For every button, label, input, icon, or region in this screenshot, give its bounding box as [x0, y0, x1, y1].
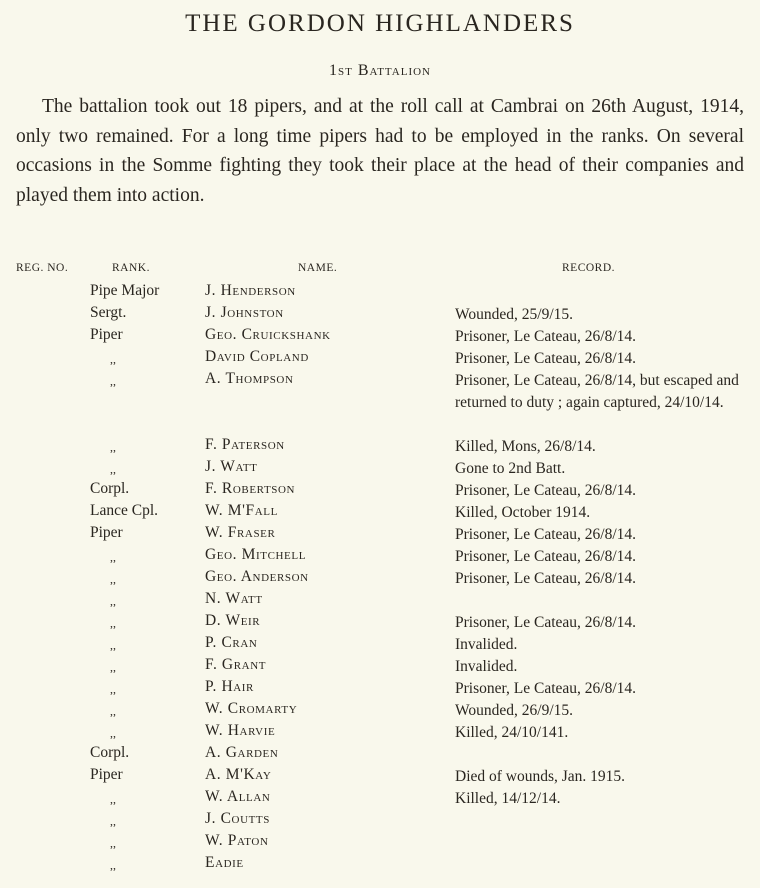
rank-cell: ,,	[110, 594, 116, 608]
rank-cell: ,,	[110, 682, 116, 696]
name-cell: J. Watt	[205, 458, 258, 475]
roster-row	[0, 744, 760, 766]
rank-cell: Piper	[90, 326, 123, 343]
name-cell: W. Fraser	[205, 524, 276, 541]
rank-cell: ,,	[110, 858, 116, 872]
record-cell: Wounded, 25/9/15.	[455, 306, 574, 323]
record-cell: Invalided.	[455, 636, 518, 653]
rank-cell: ,,	[110, 660, 116, 674]
name-cell: Geo. Cruickshank	[205, 326, 331, 343]
roster-row	[0, 282, 760, 304]
roster-row	[0, 832, 760, 854]
rank-cell: ,,	[110, 440, 116, 454]
rank-cell: ,,	[110, 726, 116, 740]
rank-cell: ,,	[110, 374, 116, 388]
record-cell: Killed, 14/12/14.	[455, 790, 561, 807]
name-cell: F. Robertson	[205, 480, 296, 497]
roster-row	[0, 810, 760, 832]
name-cell: A. Garden	[205, 744, 279, 761]
record-cell: Died of wounds, Jan. 1915.	[455, 768, 626, 785]
roster-row	[0, 480, 760, 502]
name-cell: J. Johnston	[205, 304, 284, 321]
column-header-record: RECORD.	[562, 262, 616, 274]
name-cell: Geo. Mitchell	[205, 546, 307, 563]
record-cell: Killed, October 1914.	[455, 504, 591, 521]
name-cell: W. M'Fall	[205, 502, 278, 519]
record-cell: Prisoner, Le Cateau, 26/8/14.	[455, 614, 637, 631]
record-cell: Prisoner, Le Cateau, 26/8/14.	[455, 570, 637, 587]
roster-row	[0, 326, 760, 348]
name-cell: David Copland	[205, 348, 309, 365]
rank-cell: ,,	[110, 704, 116, 718]
roster-row	[0, 788, 760, 810]
roster-table	[0, 282, 760, 876]
roster-row	[0, 524, 760, 546]
page-title: THE GORDON HIGHLANDERS	[185, 10, 575, 37]
roster-row	[0, 436, 760, 458]
record-cell: Prisoner, Le Cateau, 26/8/14.	[455, 680, 637, 697]
record-cell: Invalided.	[455, 658, 518, 675]
name-cell: P. Hair	[205, 678, 254, 695]
roster-row	[0, 678, 760, 700]
rank-cell: Lance Cpl.	[90, 502, 159, 519]
name-cell: F. Paterson	[205, 436, 285, 453]
rank-cell: ,,	[110, 792, 116, 806]
roster-row	[0, 722, 760, 744]
name-cell: N. Watt	[205, 590, 263, 607]
roster-row	[0, 656, 760, 678]
rank-cell: ,,	[110, 572, 116, 586]
name-cell: A. M'Kay	[205, 766, 272, 783]
intro-paragraph: The battalion took out 18 pipers, and at the roll call at Cambrai on 26th August, 1914, only two remained. For a long time pipers had to be employed in the ranks. On several occasions in the Somme fighting they took their place at the head of their companies and played them into action.	[16, 96, 744, 206]
name-cell: W. Cromarty	[205, 700, 298, 717]
roster-row	[0, 568, 760, 590]
roster-row	[0, 348, 760, 370]
name-cell: W. Paton	[205, 832, 269, 849]
rank-cell: ,,	[110, 814, 116, 828]
name-cell: P. Cran	[205, 634, 258, 651]
roster-row	[0, 590, 760, 612]
name-cell: W. Harvie	[205, 722, 276, 739]
record-cell: Prisoner, Le Cateau, 26/8/14, but escaped and returned to duty ; again captured, 24/10/14.	[455, 372, 739, 411]
name-cell: J. Coutts	[205, 810, 270, 827]
roster-row	[0, 370, 760, 436]
rank-cell: ,,	[110, 836, 116, 850]
rank-cell: Piper	[90, 766, 123, 783]
roster-row	[0, 304, 760, 326]
rank-cell: ,,	[110, 352, 116, 366]
rank-cell: ,,	[110, 462, 116, 476]
rank-cell: ,,	[110, 616, 116, 630]
record-cell: Prisoner, Le Cateau, 26/8/14.	[455, 526, 637, 543]
record-cell: Prisoner, Le Cateau, 26/8/14.	[455, 328, 637, 345]
roster-row	[0, 458, 760, 480]
record-cell: Wounded, 26/9/15.	[455, 702, 574, 719]
rank-cell: Piper	[90, 524, 123, 541]
rank-cell: Corpl.	[90, 744, 130, 761]
record-cell: Killed, Mons, 26/8/14.	[455, 438, 596, 455]
rank-cell: Sergt.	[90, 304, 127, 321]
record-cell: Gone to 2nd Batt.	[455, 460, 566, 477]
rank-cell: ,,	[110, 638, 116, 652]
name-cell: Eadie	[205, 854, 244, 871]
name-cell: A. Thompson	[205, 370, 294, 387]
name-cell: J. Henderson	[205, 282, 296, 299]
roster-row	[0, 854, 760, 876]
roster-row	[0, 634, 760, 656]
column-header-rank: RANK.	[112, 262, 150, 274]
roster-row	[0, 700, 760, 722]
record-cell: Prisoner, Le Cateau, 26/8/14.	[455, 482, 637, 499]
rank-cell: Corpl.	[90, 480, 130, 497]
column-header-name: NAME.	[298, 262, 338, 274]
roster-row	[0, 612, 760, 634]
name-cell: W. Allan	[205, 788, 271, 805]
record-cell: Killed, 24/10/141.	[455, 724, 569, 741]
battalion-subtitle: 1st Battalion	[328, 62, 431, 79]
record-cell: Prisoner, Le Cateau, 26/8/14.	[455, 548, 637, 565]
rank-cell: ,,	[110, 550, 116, 564]
column-header-reg-no: REG. NO.	[16, 262, 69, 274]
name-cell: Geo. Anderson	[205, 568, 309, 585]
roster-row	[0, 766, 760, 788]
record-cell: Prisoner, Le Cateau, 26/8/14.	[455, 350, 637, 367]
roster-row	[0, 546, 760, 568]
rank-cell: Pipe Major	[90, 282, 160, 299]
roster-row	[0, 502, 760, 524]
name-cell: D. Weir	[205, 612, 261, 629]
name-cell: F. Grant	[205, 656, 267, 673]
